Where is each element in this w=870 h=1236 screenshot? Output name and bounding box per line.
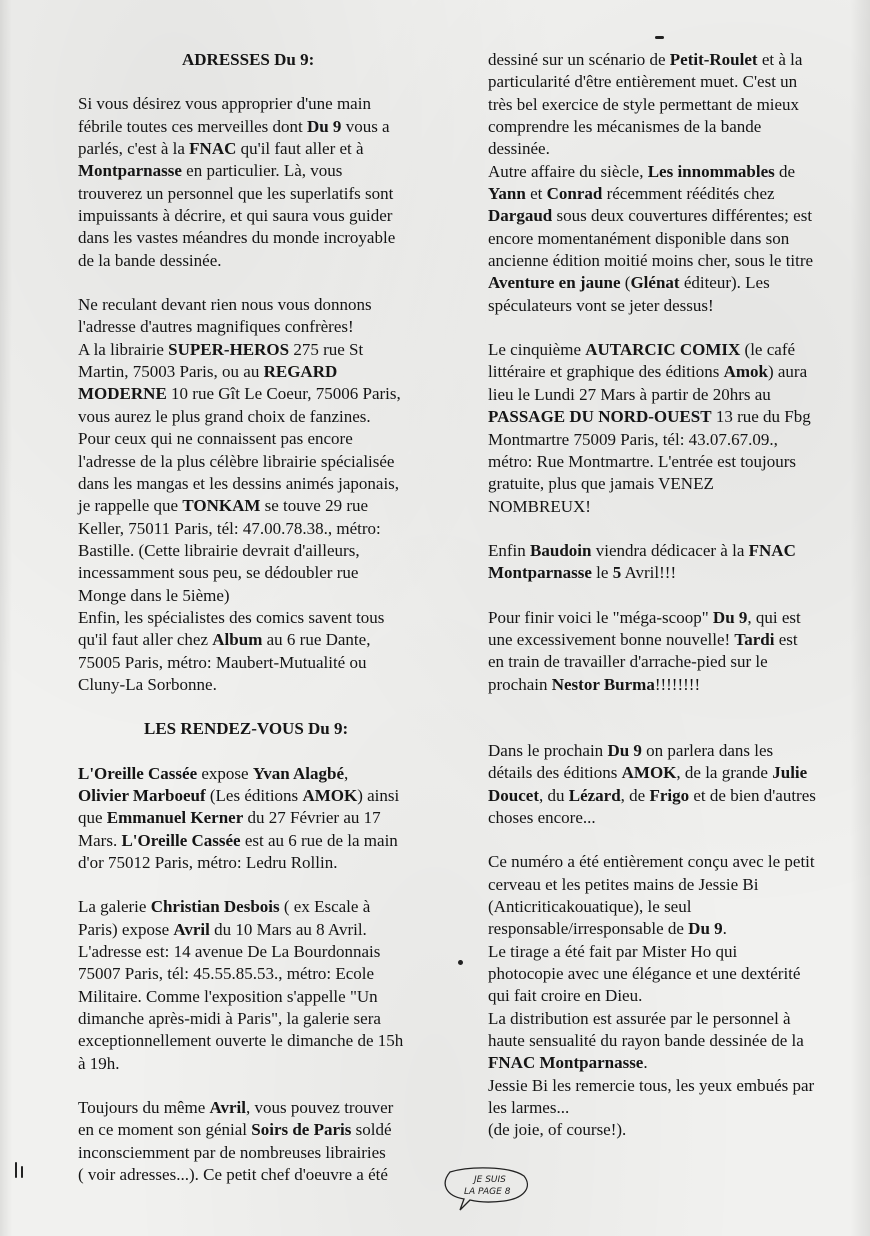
- bold-text-run: Yann: [488, 184, 526, 204]
- paragraph-adresses-fnac: [78, 93, 438, 272]
- bold-text-run: REGARD MODERNE: [78, 362, 338, 404]
- text-run: viendra dédicacer à la: [591, 540, 749, 560]
- text-run: Ne reculant devant rien nous vous donnons l'adresse d'autres magnifiques confrères! A la librairie: [78, 295, 372, 359]
- text-run: expose: [197, 763, 253, 783]
- text-run: 10 rue Gît Le Coeur, 75006 Paris, vous aurez le plus grand choix de fanzines. Pour ceux qui ne connaissent pas encore l'adresse de la plus célèbre librairie spécialisée dans les mangas et les dessins animés japonais, je rappelle que: [78, 384, 401, 516]
- bold-text-run: AUTARCIC COMIX: [585, 340, 741, 360]
- paragraph-soirs-de-paris: [78, 1097, 438, 1186]
- text-run: Pour finir voici le "méga-scoop": [488, 607, 713, 627]
- text-run: éditeur). Les spéculateurs vont se jeter dessus!: [488, 273, 770, 315]
- heading-rendez-vous: LES RENDEZ-VOUS Du 9:: [144, 719, 349, 739]
- text-run: , du: [538, 785, 569, 805]
- bold-text-run: Tardi: [734, 629, 775, 649]
- paragraph-autarcic-comix: [488, 339, 848, 518]
- speech-bubble-line1: JE SUIS: [474, 1175, 506, 1185]
- heading-adresses: ADRESSES Du 9:: [182, 50, 315, 69]
- bold-text-run: Aventure en jaune: [488, 273, 621, 293]
- bold-text-run: FNAC Montparnasse: [488, 540, 796, 583]
- text-run: . Le tirage a été fait par Mister Ho qui photocopie avec une élégance et une dextérité qui fait croire en Dieu. La distribution est assurée par le personnel à haute sensualité du rayon bande dessinée de la: [488, 919, 804, 1051]
- bold-text-run: Frigo: [649, 785, 690, 805]
- bold-text-run: Les innommables: [647, 161, 775, 181]
- binding-mark: [15, 1162, 17, 1178]
- right-column: [488, 49, 848, 1142]
- text-run: le: [591, 563, 613, 583]
- binding-mark: [21, 1166, 23, 1178]
- text-run: dessiné sur un scénario de: [488, 50, 670, 69]
- text-run: Avril!!!: [621, 563, 677, 583]
- paragraph-oreille-cassee: [78, 763, 438, 875]
- bold-text-run: Yvan Alagbé: [252, 763, 345, 783]
- paragraph-baudoin: [488, 540, 848, 585]
- text-run: soldé inconsciemment par de nombreuses librairies ( voir adresses...). Ce petit chef d'oeuvre a été: [78, 1120, 392, 1185]
- bold-text-run: Avril: [173, 919, 210, 939]
- bold-text-run: L'Oreille Cassée: [121, 830, 241, 850]
- text-run: du 27 Février au 17 Mars.: [78, 808, 381, 850]
- bold-text-run: Avril: [209, 1098, 246, 1118]
- bold-text-run: SUPER-HEROS: [168, 339, 290, 359]
- bold-text-run: Nestor Burma: [551, 674, 655, 694]
- bold-text-run: Olivier Marboeuf: [78, 785, 206, 805]
- bold-text-run: Montparnasse: [78, 161, 182, 181]
- ink-dot: [458, 960, 463, 965]
- bold-text-run: Du 9: [306, 116, 342, 136]
- text-run: récemment réédités chez: [606, 184, 775, 204]
- bold-text-run: AMOK: [302, 785, 358, 805]
- bold-text-run: Petit-Roulet: [669, 50, 758, 69]
- text-run: , vous pouvez trouver en ce moment son génial: [78, 1098, 394, 1140]
- text-run: est en train de travailler d'arrache-pied sur le prochain: [488, 629, 798, 694]
- text-run: La galerie: [78, 897, 151, 917]
- text-run: et: [525, 184, 547, 204]
- paragraph-credits: [488, 851, 848, 1141]
- left-column: [78, 49, 438, 1186]
- paragraph-mega-scoop: [488, 607, 848, 696]
- bold-text-run: Emmanuel Kerner: [106, 808, 244, 828]
- text-run: ,: [344, 763, 349, 783]
- bold-text-run: Soirs de Paris: [251, 1120, 352, 1140]
- text-run: et de bien d'autres choses encore...: [488, 785, 816, 827]
- text-run: (le café littéraire et graphique des éditions: [488, 340, 796, 382]
- paragraph-prochain-du9: [488, 740, 848, 829]
- bold-text-run: Julie Doucet: [488, 763, 808, 805]
- bold-text-run: Conrad: [546, 184, 603, 204]
- text-run: Dans le prochain: [488, 740, 608, 760]
- text-run: Ce numéro a été entièrement conçu avec le petit cerveau et les petites mains de Jessie Bi (Anticriticakouatique), le seul responsable/irresponsable de: [488, 852, 815, 939]
- speech-bubble-line2: LA PAGE 8: [464, 1187, 511, 1197]
- bold-text-run: AMOK: [621, 763, 677, 783]
- speech-bubble-icon: [440, 1166, 530, 1212]
- text-run: , qui est une excessivement bonne nouvelle!: [488, 607, 801, 649]
- speech-bubble-page-number: [440, 1166, 530, 1212]
- text-run: du 10 Mars au 8 Avril. L'adresse est: 14 avenue De La Bourdonnais 75007 Paris, tél: 45.55.85.53., métro: Ecole Militaire. Comme l'exposition s'appelle "Un dimanche après-midi à Paris", la galerie sera exceptionnellement ouverte le dimanche de 15h à 19h.: [78, 919, 404, 1073]
- bold-text-run: FNAC Montparnasse: [488, 1053, 644, 1073]
- text-run: ) ainsi que: [78, 785, 400, 828]
- text-run: !!!!!!!!: [654, 674, 701, 694]
- text-run: Si vous désirez vous approprier d'une main fébrile toutes ces merveilles dont: [78, 94, 371, 136]
- text-run: on parlera dans les détails des éditions: [488, 740, 774, 783]
- bold-text-run: Album: [212, 630, 263, 650]
- bold-text-run: FNAC: [189, 139, 237, 159]
- bold-text-run: Glénat: [630, 273, 680, 293]
- text-run: (Les éditions: [205, 785, 303, 805]
- text-run: . Jessie Bi les remercie tous, les yeux embués par les larmes... (de joie, of course!).: [488, 1053, 815, 1140]
- text-run: en particulier. Là, vous trouverez un personnel que les superlatifs sont impuissants à décrire, et qui saura vous guider dans les vastes méandres du monde incroyable de la bande dessinée.: [78, 161, 396, 270]
- text-run: est au 6 rue de la main d'or 75012 Paris, métro: Ledru Rollin.: [78, 830, 398, 872]
- paragraph-galerie-desbois: [78, 896, 438, 1075]
- paragraph-petit-roulet: [488, 49, 848, 317]
- text-run: vous a parlés, c'est à la: [78, 116, 390, 159]
- bold-text-run: Lézard: [568, 785, 621, 805]
- bold-text-run: Du 9: [607, 740, 642, 760]
- ink-speck: [655, 36, 664, 39]
- bold-text-run: Christian Desbois: [150, 897, 280, 917]
- text-run: et à la particularité d'être entièrement muet. C'est un très bel exercice de style permettant de mieux comprendre les mécanismes de la bande dessinée. Autre affaire du siècle,: [488, 50, 803, 181]
- text-run: qu'il faut aller et à: [240, 139, 364, 159]
- paragraph-adresses-librairies: [78, 294, 438, 696]
- bold-text-run: PASSAGE DU NORD-OUEST: [488, 407, 712, 427]
- bold-text-run: Dargaud: [488, 206, 553, 226]
- text-run: 275 rue St Martin, 75003 Paris, ou au: [78, 339, 364, 382]
- text-run: Le cinquième: [488, 340, 586, 360]
- bold-text-run: Du 9: [688, 919, 723, 939]
- text-run: , de la grande: [676, 763, 773, 783]
- text-run: ( ex Escale à Paris) expose: [78, 897, 371, 939]
- text-run: de: [779, 161, 796, 181]
- bold-text-run: Baudoin: [530, 540, 592, 560]
- text-run: sous deux couvertures différentes; est encore momentanément disponible dans son ancienne édition moitié moins cher, sous le titre: [488, 206, 814, 271]
- text-run: se touve 29 rue Keller, 75011 Paris, tél: 47.00.78.38., métro: Bastille. (Cette librairie devrait d'ailleurs, incessamment sous peu, se dédoubler rue Monge dans le 5ième) Enfin, les spécialistes des comics savent tous qu'il faut aller chez: [78, 496, 385, 650]
- text-run: Enfin: [488, 540, 531, 560]
- text-run: Toujours du même: [78, 1098, 210, 1118]
- text-run: au 6 rue Dante, 75005 Paris, métro: Maubert-Mutualité ou Cluny-La Sorbonne.: [78, 630, 371, 694]
- bold-text-run: Du 9: [712, 607, 748, 627]
- text-run: 13 rue du Fbg Montmartre 75009 Paris, tél: 43.07.67.09., métro: Rue Montmartre. L'entrée est toujours gratuite, plus que jamais VENEZ NOMBREUX!: [488, 407, 811, 516]
- text-run: ) aura lieu le Lundi 27 Mars à partir de 20hrs au: [488, 362, 808, 404]
- bold-text-run: L'Oreille Cassée: [78, 763, 198, 783]
- bold-text-run: 5: [612, 563, 622, 583]
- text-run: , de: [620, 785, 650, 805]
- bold-text-run: TONKAM: [182, 496, 261, 516]
- text-run: (: [620, 273, 631, 293]
- bold-text-run: Amok: [723, 362, 768, 382]
